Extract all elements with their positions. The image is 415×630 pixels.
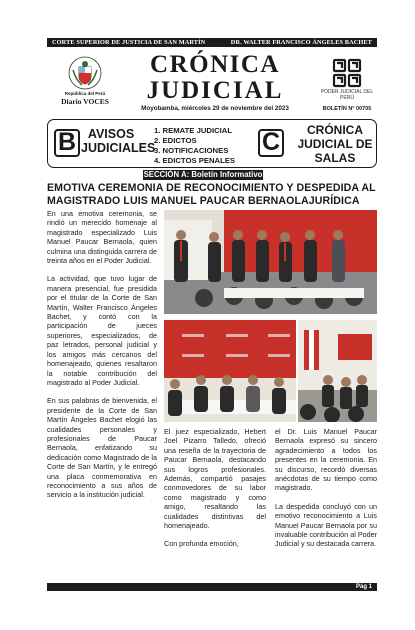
issue-date: Moyobamba, miércoles 29 de noviembre del 2023 xyxy=(141,105,289,112)
bulletin-number: BOLETÍN N° 00705 xyxy=(322,106,372,112)
list-item: 2. EDICTOS xyxy=(154,136,197,145)
masthead-title-line1: CRÓNICA xyxy=(150,51,280,78)
president-name: DR. WALTER FRANCISCO ÁNGELES BACHET xyxy=(230,39,372,46)
paragraph: el Dr. Luis Manuel Paucar Bernaola expresó su sincero agradecimiento a todos los presentes en la ceremonia. En su discurso, recordó diversas anécdotas de su tiempo como magistrado. xyxy=(275,427,377,493)
ceremony-table-photo xyxy=(164,320,296,422)
paragraph: En una emotiva ceremonia, se rindió un merecido homenaje al magistrado especializado Luis Manuel Paucar Bernaola, quien culmina una distinguida carrera de treinta años en el Poder Judicial. xyxy=(47,209,157,266)
section-b-list xyxy=(154,126,235,166)
paragraph: La despedida concluyó con un emotivo reconocimiento a Luis Manuel Paucar Bernaola por su invaluable contribución al Poder Judicial y su destacada carrera. xyxy=(275,501,377,549)
page-number: Pág 1 xyxy=(355,584,372,590)
list-item: 3. NOTIFICACIONES xyxy=(154,146,229,155)
section-c-letter: C xyxy=(258,129,284,157)
court-name: CORTE SUPERIOR DE JUSTICIA DE SAN MARTÍN xyxy=(52,39,206,46)
article-column-2 xyxy=(164,427,266,558)
masthead-title-line2: JUDICIAL xyxy=(146,77,284,104)
top-bar xyxy=(47,38,377,47)
poder-judicial-name: PODER JUDICIAL DEL PERÚ xyxy=(320,89,374,101)
article-column-1 xyxy=(47,209,157,509)
ceremony-stage-photo xyxy=(298,320,377,422)
list-item: 1. REMATE JUDICIAL xyxy=(154,126,233,135)
crest-block xyxy=(55,56,115,106)
crest-caption: República del Perú xyxy=(64,91,106,96)
paragraph: La actividad, que tuvo lugar de manera presencial, fue presidida por el titular de la Corte de San Martín, Walter Francisco Ángeles Bachet, y contó con la participación de jueces superiores, especializados, de paz letrados, personal judicial y los amigos más cercanos del homenajeado, quienes resaltaron la notable contribución del magistrado al Poder Judicial. xyxy=(47,274,157,387)
list-item: 4. EDICTOS PENALES xyxy=(154,156,236,165)
section-b-letter: B xyxy=(54,129,80,157)
paragraph: En sus palabras de bienvenida, el presidente de la Corte de San Martín Ángeles Bachet elogió las cualidades personales y profesionales de Paucar Bernaola, enfatizando su dedicación como Magistrado de la Corte de San Martín, y le entregó una placa conmemorativa en reconocimiento a sus años de servicio a la institución judicial. xyxy=(47,396,157,500)
section-b-label: AVISOS JUDICIALES xyxy=(81,127,156,155)
poder-judicial-logo-icon xyxy=(332,58,362,88)
page-footer xyxy=(47,583,377,591)
article-headline: EMOTIVA CEREMONIA DE RECONOCIMIENTO Y DESPEDIDA AL MAGISTRADO LUIS MANUEL PAUCAR BERNAOLAJURÍDICA xyxy=(47,182,376,207)
sections-box xyxy=(47,119,377,168)
section-tag: SECCIÓN A: Boletín Informativo xyxy=(143,170,263,179)
title-block xyxy=(135,52,295,112)
peru-coat-of-arms-icon xyxy=(68,56,102,90)
paragraph: El juez especializado, Hebert Joel Pizarro Talledo, ofreció una reseña de la trayectoria de Paucar Bernaola, destacando sus logros profesionales. Además, compartió pasajes conmovedores de su labor como magistrado y como amigo, resaltando las cualidades distintivas del homenajeado. xyxy=(164,427,266,531)
masthead xyxy=(47,50,377,116)
paragraph: Con profunda emoción, xyxy=(164,539,239,549)
poder-judicial-block xyxy=(317,58,377,112)
ceremony-group-photo xyxy=(164,210,377,314)
section-c-label: CRÓNICA JUDICIAL DE SALAS xyxy=(297,123,373,165)
newspaper-logo: Diario VOCES xyxy=(61,97,109,106)
article-column-3 xyxy=(275,427,377,558)
